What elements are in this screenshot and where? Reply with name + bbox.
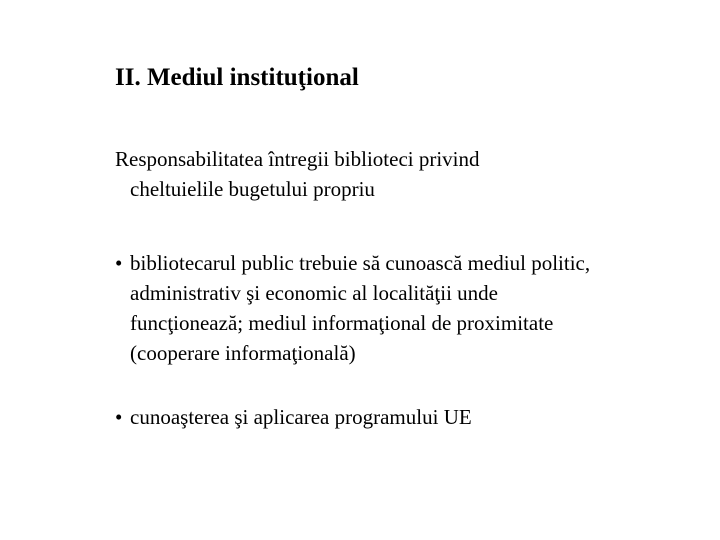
bullet-icon: •	[115, 405, 123, 429]
bullet-line: (cooperare informaţională)	[130, 341, 356, 365]
bullet-line: administrativ şi economic al localităţii unde	[130, 281, 498, 305]
bullet-line: bibliotecarul public trebuie să cunoască mediul politic,	[130, 251, 591, 275]
bullet-text	[130, 402, 675, 432]
slide-title: II. Mediul instituţional	[115, 64, 359, 91]
bullet-icon: •	[115, 251, 123, 275]
bullet-line: cunoaşterea şi aplicarea programului UE	[130, 405, 472, 429]
bullet-item	[115, 248, 675, 368]
intro-paragraph	[115, 144, 635, 204]
intro-line: cheltuielile bugetului propriu	[130, 177, 375, 201]
intro-line: Responsabilitatea întregii biblioteci privind	[115, 147, 480, 171]
bullet-item	[115, 402, 675, 432]
bullet-text	[130, 248, 675, 368]
bullet-line: funcţionează; mediul informaţional de proximitate	[130, 311, 554, 335]
